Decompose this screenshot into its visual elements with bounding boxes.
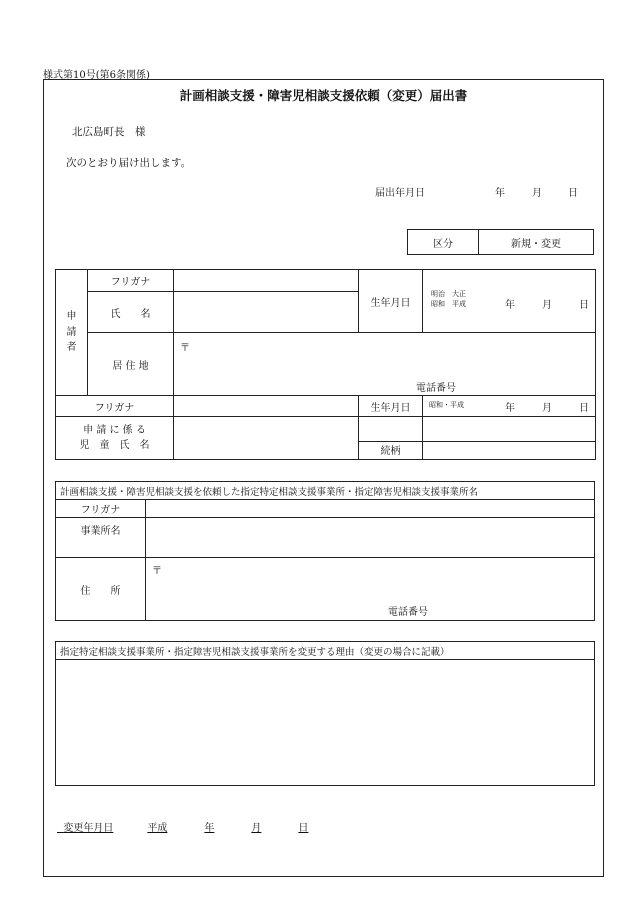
applicant-era-2: 昭和 平成 bbox=[431, 300, 466, 308]
applicant-furigana-field[interactable] bbox=[174, 270, 359, 292]
applicant-furigana-label: フリガナ bbox=[88, 270, 174, 292]
applicant-address-field[interactable] bbox=[174, 333, 596, 396]
applicant-birth-field[interactable] bbox=[423, 270, 596, 333]
office-name-label: 事業所名 bbox=[56, 518, 146, 558]
applicant-era-1: 明治 大正 bbox=[431, 290, 466, 298]
child-furigana-label: フリガナ bbox=[56, 396, 174, 417]
applicant-birth-month: 月 bbox=[542, 300, 552, 311]
page-title: 計画相談支援・障害児相談支援依頼（変更）届出書 bbox=[179, 88, 468, 103]
applicant-postal-mark: 〒 bbox=[180, 343, 190, 354]
child-name-label: 申 請 に 係 る 児 童 氏 名 bbox=[56, 417, 174, 460]
filing-month: 月 bbox=[532, 188, 542, 199]
reason-header: 指定特定相談支援事業所・指定障害児相談支援事業所を変更する理由（変更の場合に記載） bbox=[56, 642, 595, 660]
office-address-field[interactable] bbox=[146, 558, 595, 621]
applicant-phone-label: 電話番号 bbox=[416, 383, 456, 394]
applicant-name-field[interactable] bbox=[174, 292, 359, 333]
office-phone-label: 電話番号 bbox=[388, 607, 428, 618]
child-name-field[interactable] bbox=[174, 417, 359, 460]
child-eras: 昭和・平成 bbox=[429, 401, 464, 409]
child-birth-year: 年 bbox=[505, 403, 515, 414]
child-birth-label: 生年月日 bbox=[359, 396, 423, 417]
change-date-day: 日 bbox=[298, 823, 309, 834]
child-birth-field[interactable] bbox=[423, 396, 596, 417]
applicant-birth-year: 年 bbox=[505, 300, 515, 311]
child-relation-field[interactable] bbox=[423, 417, 596, 460]
change-date-era: 平成 bbox=[147, 823, 168, 834]
applicant-address-label: 居 住 地 bbox=[88, 333, 174, 396]
change-date-label: 変更年月日 bbox=[63, 823, 114, 834]
applicant-birth-label: 生年月日 bbox=[359, 270, 423, 333]
category-value[interactable]: 新規・変更 bbox=[479, 230, 594, 255]
child-relation-label: 続柄 bbox=[359, 417, 423, 460]
child-birth-month: 月 bbox=[542, 403, 552, 414]
change-date-year: 年 bbox=[204, 823, 215, 834]
addressee: 北広島町長 様 bbox=[72, 126, 146, 138]
category-label: 区分 bbox=[408, 230, 479, 255]
child-relation-divider bbox=[358, 441, 595, 442]
form-number: 様式第10号(第6条関係) bbox=[43, 70, 150, 81]
applicant-name-label: 氏 名 bbox=[88, 292, 174, 333]
filing-year: 年 bbox=[495, 188, 505, 199]
applicant-table bbox=[55, 269, 596, 460]
office-furigana-label: フリガナ bbox=[56, 500, 146, 518]
office-table bbox=[55, 481, 595, 621]
reason-table bbox=[55, 641, 595, 786]
reason-field[interactable] bbox=[56, 660, 595, 786]
child-furigana-field[interactable] bbox=[174, 396, 359, 417]
office-header: 計画相談支援・障害児相談支援を依頼した指定特定相談支援事業所・指定障害児相談支援事業所名 bbox=[56, 482, 595, 500]
office-postal-mark: 〒 bbox=[152, 566, 162, 577]
child-birth-day: 日 bbox=[579, 403, 589, 414]
filing-date-label: 届出年月日 bbox=[375, 188, 425, 199]
change-date-month: 月 bbox=[251, 823, 262, 834]
applicant-birth-day: 日 bbox=[579, 300, 589, 311]
office-furigana-field[interactable] bbox=[146, 500, 595, 518]
category-table bbox=[407, 229, 594, 255]
applicant-group-label: 申 請 者 bbox=[56, 270, 88, 396]
change-date-line bbox=[57, 808, 319, 834]
filing-day: 日 bbox=[568, 188, 578, 199]
office-name-field[interactable] bbox=[146, 518, 595, 558]
office-address-label: 住 所 bbox=[56, 558, 146, 621]
intro-text: 次のとおり届け出します。 bbox=[66, 157, 192, 169]
